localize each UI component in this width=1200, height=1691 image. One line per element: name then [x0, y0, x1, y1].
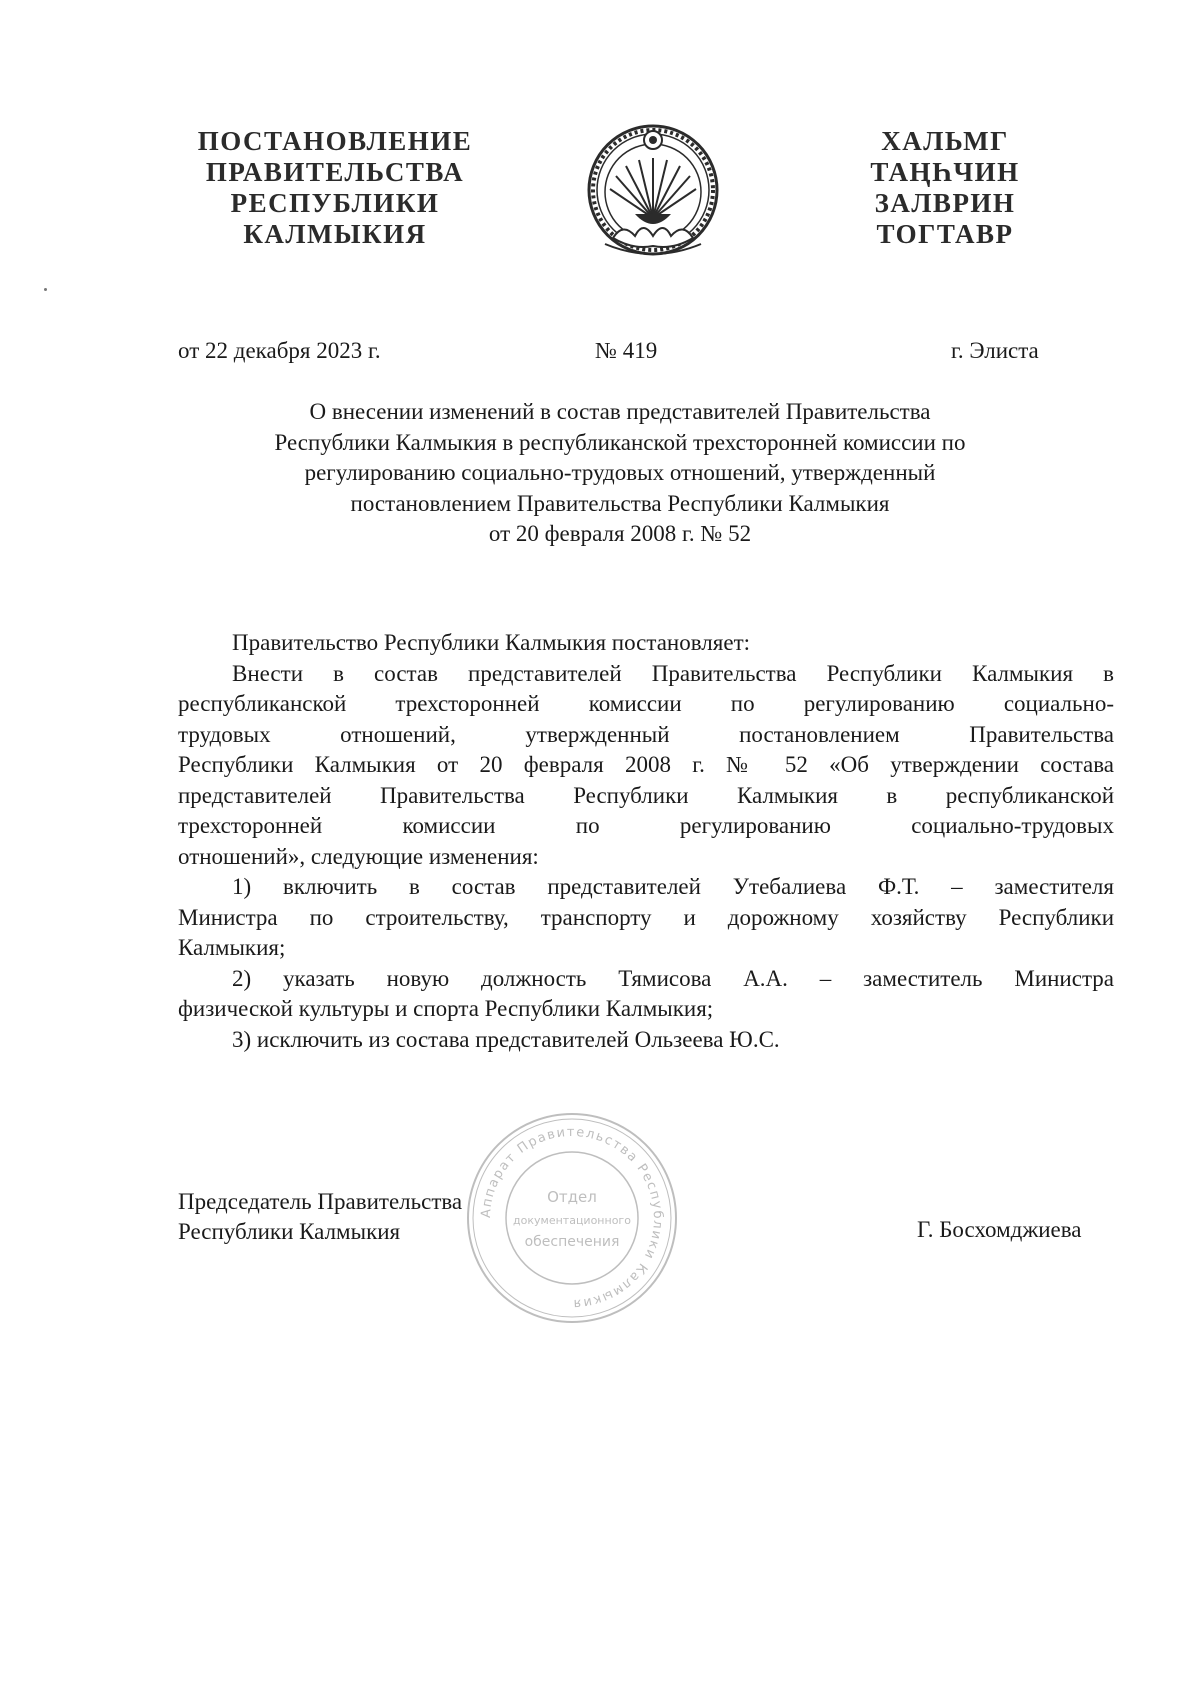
coat-of-arms-emblem-icon [583, 118, 723, 268]
stamp-center-line: Отдел [547, 1188, 597, 1206]
header-left-line: ПОСТАНОВЛЕНИЕ [197, 126, 473, 156]
document-date: от 22 декабря 2023 г. [178, 338, 381, 363]
item-line: Калмыкия; [178, 935, 286, 960]
signatory-title-line: Председатель Правительства [178, 1189, 463, 1214]
title-line: регулированию социально-трудовых отношений, утвержденный [304, 460, 936, 485]
header-right-line: ТОГТАВР [876, 219, 1014, 249]
item-line: физической культуры и спорта Республики Калмыкия; [178, 996, 714, 1021]
header-right-line: ЗАЛВРИН [874, 188, 1016, 218]
list-item-2 [178, 964, 1114, 1025]
title-line: от 20 февраля 2008 г. № 52 [488, 521, 752, 546]
document-title [190, 397, 1050, 550]
header-left-line: ПРАВИТЕЛЬСТВА [205, 157, 465, 187]
main-line: Республики Калмыкия от 20 февраля 2008 г. № 52 «Об утверждении состава [178, 752, 1114, 777]
document-city: г. Элиста [951, 338, 1039, 363]
header-left-line: РЕСПУБЛИКИ [230, 188, 440, 218]
signatory-name: Г. Босхомджиева [917, 1217, 1082, 1242]
item-line: 2) указать новую должность Тямисова А.А. – заместитель Министра [232, 965, 1114, 991]
item-line: Министра по строительству, транспорту и дорожному хозяйству Республики [178, 904, 1114, 930]
stamp-center-line: документационного [513, 1214, 631, 1227]
title-line: постановлением Правительства Республики Калмыкия [350, 490, 890, 516]
stamp-center-line: обеспечения [524, 1234, 620, 1250]
header-right-line: ХАЛЬМГ [881, 126, 1009, 156]
official-stamp [462, 1108, 682, 1328]
signatory-title [178, 1187, 462, 1247]
stamp-ring-text: Аппарат Правительства Республики Калмыкия [478, 1124, 666, 1312]
scan-speck [44, 288, 47, 291]
main-line: представителей Правительства Республики Калмыкия в республиканской [178, 782, 1114, 808]
header-right-title [870, 126, 1020, 250]
main-line: Внести в состав представителей Правительства Республики Калмыкия в [232, 660, 1114, 686]
main-line: республиканской трехсторонней комиссии по регулированию социально- [178, 691, 1114, 716]
header-left-title [190, 126, 480, 250]
title-line: Республики Калмыкия в республиканской трехсторонней комиссии по [274, 429, 966, 455]
list-item-1 [178, 872, 1114, 964]
preamble: Правительство Республики Калмыкия постановляет: [232, 630, 751, 655]
title-line: О внесении изменений в состав представителей Правительства [309, 399, 931, 424]
main-paragraph [178, 659, 1114, 873]
item-line: 1) включить в состав представителей Утебалиева Ф.Т. – заместителя [232, 874, 1114, 899]
list-item-3: 3) исключить из состава представителей Ользеева Ю.С. [232, 1026, 780, 1052]
main-line: трехсторонней комиссии по регулированию социально-трудовых [178, 813, 1114, 838]
header-left-line: КАЛМЫКИЯ [243, 219, 427, 249]
header-right-line: ТАҢҺЧИН [870, 157, 1020, 187]
main-line: отношений», следующие изменения: [178, 843, 539, 869]
main-line: трудовых отношений, утвержденный постановлением Правительства [178, 721, 1114, 747]
document-body [178, 628, 1114, 1055]
signatory-title-line: Республики Калмыкия [178, 1219, 401, 1244]
document-number: № 419 [595, 338, 658, 363]
